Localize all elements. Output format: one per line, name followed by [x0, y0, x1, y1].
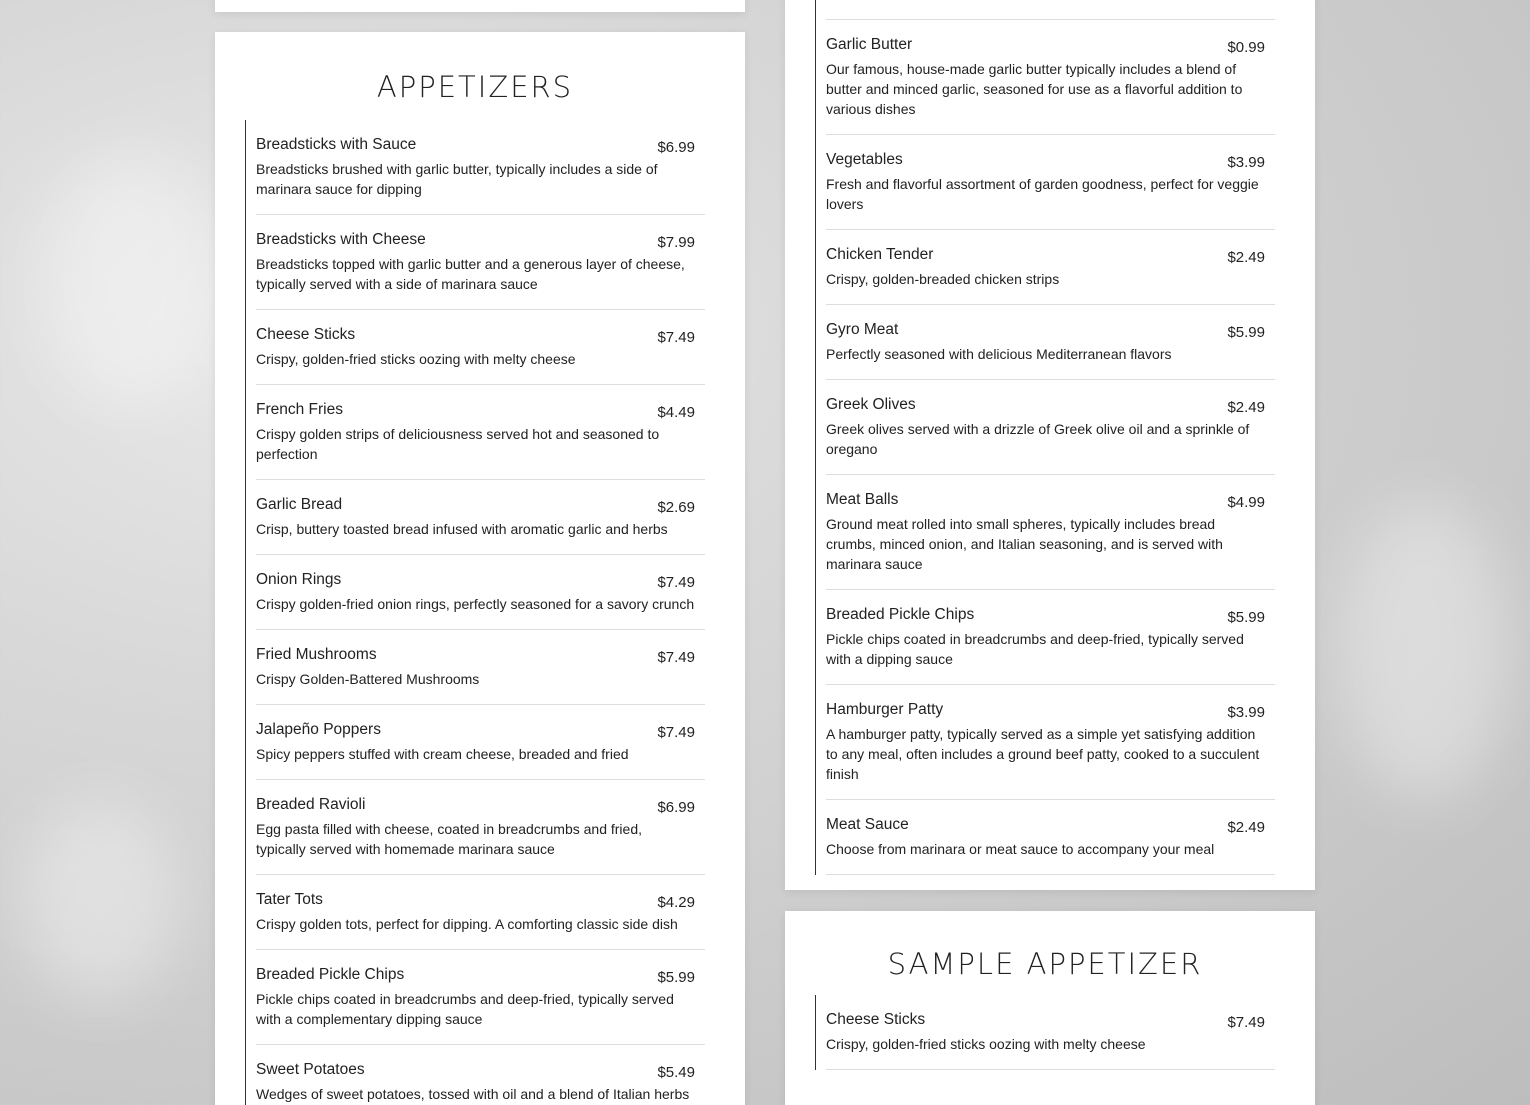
item-description: Spicy peppers stuffed with cream cheese, breaded and fried — [256, 746, 629, 762]
item-price: $6.99 — [657, 139, 695, 156]
item-name: Breaded Ravioli — [256, 796, 366, 813]
item-name: Jalapeño Poppers — [256, 721, 381, 738]
menu-item[interactable] — [256, 480, 705, 555]
item-name: Breaded Pickle Chips — [826, 606, 975, 623]
menu-item[interactable] — [256, 875, 705, 950]
item-price: $2.49 — [1227, 819, 1265, 836]
item-description: Crisp, buttery toasted bread infused with aromatic garlic and herbs — [256, 521, 668, 537]
item-price: $5.99 — [657, 969, 695, 986]
item-name: Cheese Sticks — [256, 326, 356, 343]
menu-item[interactable] — [826, 305, 1275, 380]
sample-appetizer-title: SAMPLE APPETIZER — [887, 947, 1203, 981]
appetizers-list — [245, 120, 705, 1105]
item-name: Greek Olives — [826, 396, 916, 413]
previous-section-card — [215, 0, 745, 12]
sample-appetizer-section — [785, 911, 1315, 1105]
menu-item[interactable] — [826, 230, 1275, 305]
menu-item[interactable] — [826, 20, 1275, 135]
item-description: Crispy Golden-Battered Mushrooms — [256, 671, 480, 687]
item-price: $6.99 — [657, 799, 695, 816]
item-name: Garlic Bread — [256, 496, 343, 513]
item-name: French Fries — [256, 401, 343, 418]
item-price: $7.49 — [1227, 1014, 1265, 1031]
item-price: $3.99 — [1227, 704, 1265, 721]
item-name: Garlic Butter — [826, 36, 913, 53]
menu-item[interactable] — [826, 685, 1275, 800]
menu-item[interactable] — [826, 0, 1275, 20]
menu-item[interactable] — [826, 800, 1275, 875]
menu-item[interactable] — [256, 385, 705, 480]
item-price: $7.49 — [657, 574, 695, 591]
item-description: Wedges of sweet potatoes, tossed with oil and a blend of Italian herbs — [256, 1086, 690, 1102]
item-price: $4.29 — [657, 894, 695, 911]
sides-section — [785, 0, 1315, 890]
item-description: Our famous, house-made garlic butter typically includes a blend of butter and minced garlic, seasoned for use as a flavorful addition to various dishes — [826, 61, 1243, 117]
item-name: Chicken Tender — [826, 246, 934, 263]
item-price: $5.49 — [657, 1064, 695, 1081]
item-name: Gyro Meat — [826, 321, 899, 338]
item-description: Ground meat rolled into small spheres, typically includes bread crumbs, minced onion, and Italian seasoning, and is served with marinara sauce — [826, 516, 1223, 572]
menu-item[interactable] — [256, 950, 705, 1045]
item-name: Breadsticks with Sauce — [256, 136, 417, 153]
item-name: Breadsticks with Cheese — [256, 231, 426, 248]
menu-item[interactable] — [826, 475, 1275, 590]
item-price: $7.49 — [657, 724, 695, 741]
menu-item[interactable] — [256, 705, 705, 780]
item-price: $7.49 — [657, 329, 695, 346]
item-name: Meat Balls — [826, 491, 899, 508]
item-price: $0.99 — [1227, 39, 1265, 56]
menu-item[interactable] — [256, 1045, 705, 1105]
menu-item[interactable] — [826, 135, 1275, 230]
item-description: Crispy, golden-fried sticks oozing with melty cheese — [826, 1036, 1146, 1052]
sample-list — [815, 995, 1275, 1070]
item-price: $7.99 — [657, 234, 695, 251]
item-name: Fried Mushrooms — [256, 646, 377, 663]
item-description: Crispy golden strips of deliciousness served hot and seasoned to perfection — [256, 426, 660, 462]
item-name: Tater Tots — [256, 891, 323, 908]
item-description: Fresh and flavorful assortment of garden goodness, perfect for veggie lovers — [826, 176, 1259, 212]
item-description: Pickle chips coated in breadcrumbs and deep-fried, typically served with a complementary dipping sauce — [256, 991, 674, 1027]
item-price: $3.99 — [1227, 154, 1265, 171]
menu-item[interactable] — [826, 995, 1275, 1070]
item-description: Crispy, golden-breaded chicken strips — [826, 271, 1060, 287]
item-price: $5.99 — [1227, 324, 1265, 341]
item-name: Hamburger Patty — [826, 701, 944, 718]
appetizers-section — [215, 32, 745, 1105]
item-name: Vegetables — [826, 151, 903, 168]
item-description: Egg pasta filled with cheese, coated in breadcrumbs and fried, typically served with homemade marinara sauce — [256, 821, 643, 857]
item-price: $5.99 — [1227, 609, 1265, 626]
sides-list — [815, 0, 1275, 875]
item-description: Crispy golden-fried onion rings, perfectly seasoned for a savory crunch — [256, 596, 695, 612]
item-description: Crispy golden tots, perfect for dipping. A comforting classic side dish — [256, 916, 678, 932]
item-description: A hamburger patty, typically served as a simple yet satisfying addition to any meal, often includes a ground beef patty, cooked to a succulent finish — [826, 726, 1260, 782]
menu-item[interactable] — [256, 120, 705, 215]
item-description: Breadsticks topped with garlic butter and a generous layer of cheese, typically served with a side of marinara sauce — [256, 256, 685, 292]
item-description: Greek olives served with a drizzle of Greek olive oil and a sprinkle of oregano — [826, 421, 1250, 457]
item-price: $4.49 — [657, 404, 695, 421]
item-description: Crispy, golden-fried sticks oozing with melty cheese — [256, 351, 576, 367]
item-price: $2.49 — [1227, 249, 1265, 266]
item-name: Onion Rings — [256, 571, 342, 588]
item-price: $4.99 — [1227, 494, 1265, 511]
item-name: Meat Sauce — [826, 816, 909, 833]
item-name: Breaded Pickle Chips — [256, 966, 405, 983]
menu-item[interactable] — [826, 590, 1275, 685]
item-description: Perfectly seasoned with delicious Mediterranean flavors — [826, 346, 1172, 362]
menu-item[interactable] — [256, 780, 705, 875]
item-description: Choose from marinara or meat sauce to accompany your meal — [826, 841, 1215, 857]
item-name: Cheese Sticks — [826, 1011, 926, 1028]
item-description: Pickle chips coated in breadcrumbs and deep-fried, typically served with a dipping sauce — [826, 631, 1244, 667]
item-price: $2.49 — [1227, 399, 1265, 416]
item-price: $7.49 — [657, 649, 695, 666]
menu-item[interactable] — [256, 310, 705, 385]
item-name: Sweet Potatoes — [256, 1061, 365, 1078]
menu-item[interactable] — [826, 380, 1275, 475]
item-price: $2.69 — [657, 499, 695, 516]
appetizers-title: APPETIZERS — [376, 70, 574, 104]
menu-item[interactable] — [256, 215, 705, 310]
menu-item[interactable] — [256, 555, 705, 630]
item-description: Breadsticks brushed with garlic butter, typically includes a side of marinara sauce for dipping — [256, 161, 658, 197]
menu-item[interactable] — [256, 630, 705, 705]
